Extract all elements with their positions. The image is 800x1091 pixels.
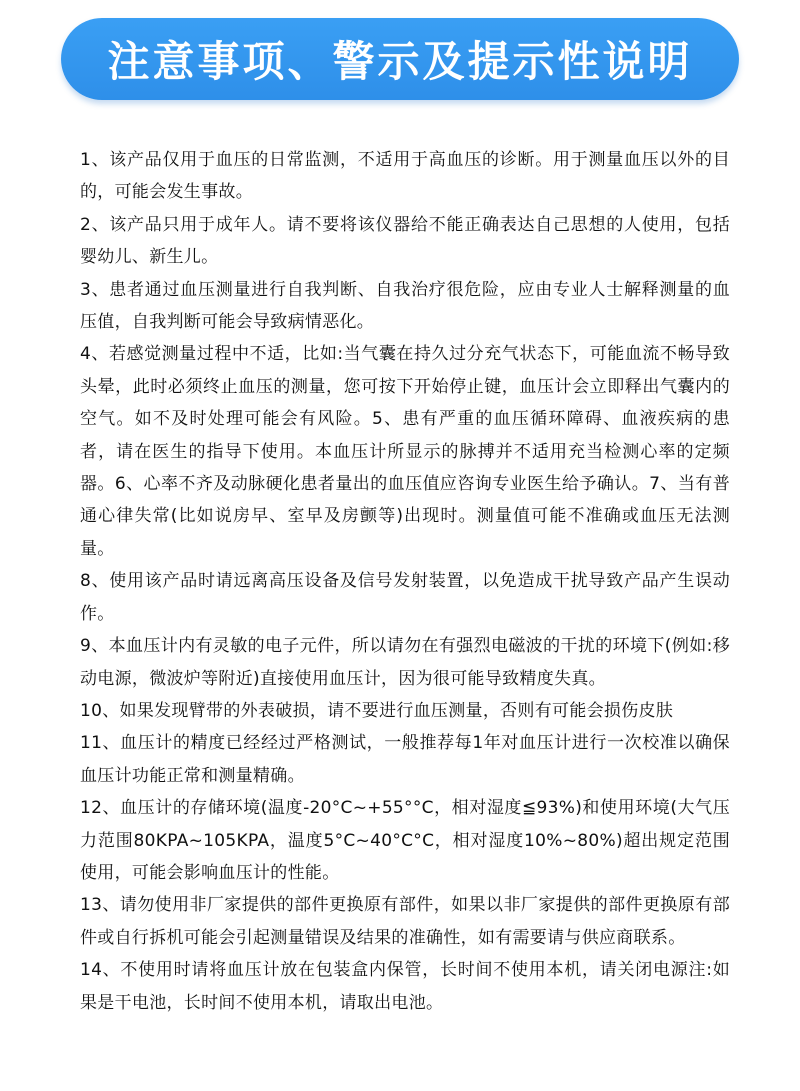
note-item-9: 9、本血压计内有灵敏的电子元件，所以请勿在有强烈电磁波的干扰的环境下(例如:移动电源，微波炉等附近)直接使用血压计，因为很可能导致精度失真。: [80, 636, 730, 689]
note-item-10: 10、如果发现臂带的外表破损，请不要进行血压测量，否则有可能会损伤皮肤: [80, 700, 674, 721]
note-item-2: 2、该产品只用于成年人。请不要将该仪器给不能正确表达自己思想的人使用，包括婴幼儿、新生儿。: [80, 214, 730, 268]
note-item-13: 13、请勿使用非厂家提供的部件更换原有部件，如果以非厂家提供的部件更换原有部件或自行拆机可能会引起测量错误及结果的准确性，如有需要请与供应商联系。: [80, 895, 730, 948]
note-item-8: 8、使用该产品时请远离高压设备及信号发射装置，以免造成干扰导致产品产生误动作。: [80, 571, 730, 624]
page-title: 注意事项、警示及提示性说明: [107, 37, 693, 86]
note-item-4: 4、若感觉测量过程中不适，比如:当气囊在持久过分充气状态下，可能血流不畅导致头晕，此时必须终止血压的测量，您可按下开始停止键，血压计会立即释出气囊内的空气。如不及时处理可能会有风险。5、患有严重的血压循环障碍、血液疾病的患者，请在医生的指导下使用。本血压计所显示的脉搏并不适用充当检测心率的定频器。6、心率不齐及动脉硬化患者量出的血压值应咨询专业医生给予确认。7、当有普通心律失常(比如说房早、室早及房颤等)出现时。测量值可能不准确或血压无法测量。: [80, 344, 730, 559]
note-item-14: 14、不使用时请将血压计放在包装盒内保管，长时间不使用本机，请关闭电源注:如果是干电池，长时间不使用本机，请取出电池。: [80, 960, 730, 1013]
notes-list: [80, 144, 730, 1019]
note-item-11: 11、血压计的精度已经经过严格测试，一般推荐每1年对血压计进行一次校准以确保血压计功能正常和测量精确。: [80, 733, 730, 786]
note-item-1: 1、该产品仅用于血压的日常监测，不适用于高血压的诊断。用于测量血压以外的目的，可能会发生事故。: [80, 150, 730, 203]
note-item-3: 3、患者通过血压测量进行自我判断、自我治疗很危险，应由专业人士解释测量的血压值，自我判断可能会导致病情恶化。: [80, 279, 730, 333]
title-banner: [61, 18, 739, 100]
note-item-12: 12、血压计的存储环境(温度-20°C~+55°°C，相对湿度≦93%)和使用环境(大气压力范围80KPA~105KPA，温度5°C~40°C°C，相对湿度10%~80%)超出规定范围使用，可能会影响血压计的性能。: [80, 798, 730, 883]
